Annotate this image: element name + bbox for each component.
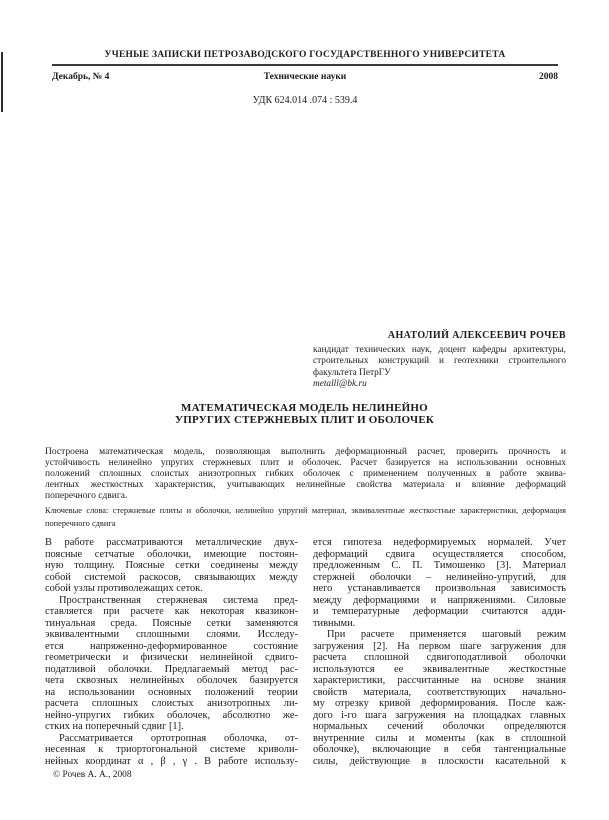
- section-name: Технические науки: [263, 72, 347, 82]
- text-line: стких на поперечный сдвиг [1].: [45, 721, 184, 732]
- text-line: свойств материала, соответствующих начально-: [313, 686, 566, 698]
- text-line: В работе рассматриваются металлические двух-: [45, 537, 298, 548]
- text-line: эквивалентными сплошными слоями. Исследу-: [45, 629, 298, 640]
- text-line: чета сквозных нелинейных оболочек базируется: [45, 675, 298, 686]
- keywords-text: [45, 504, 566, 530]
- udc-code: УДК 624.014 .074 : 539.4: [252, 95, 358, 106]
- text-line: Построена математическая модель, позволяющая выполнить деформационный расчет, проверить прочность и: [45, 447, 566, 457]
- text-line: ную толщину. Поясные сетки соединены между: [45, 560, 298, 571]
- body-column-left: [45, 537, 298, 767]
- text-line: кандидат технических наук, доцент кафедры архитектуры,: [313, 345, 566, 355]
- text-line: геометрически и физически нелинейной сдвиго-: [45, 652, 298, 663]
- copyright-notice: © Рочев А. А., 2008: [53, 770, 132, 780]
- text-line: характеристики, рассчитанные на основе знания: [313, 675, 566, 686]
- journal-title: УЧЕНЫЕ ЗАПИСКИ ПЕТРОЗАВОДСКОГО ГОСУДАРСТВЕННОГО УНИВЕРСИТЕТА: [104, 50, 506, 60]
- text-line: деформаций сдвига осуществляется способом,: [313, 548, 566, 560]
- text-line: нормальных сечений оболочки определяются: [313, 721, 566, 732]
- text-line: податливой оболочки. Предлагаемый метод рас-: [45, 663, 298, 675]
- text-line: поясные сетчатые оболочки, имеющие постоян-: [45, 548, 298, 560]
- text-line: Пространственная стержневая система пред-: [59, 594, 298, 606]
- text-line: ставляется при расчете как некоторая квазикон-: [45, 606, 298, 617]
- author-name: АНАТОЛИЙ АЛЕКСЕЕВИЧ РОЧЕВ: [387, 330, 566, 341]
- abstract-text: [45, 447, 566, 502]
- text-line: внутренние силы и моменты (как в сплошной: [313, 732, 566, 744]
- text-line: нейно-упругих гибких оболочек, абсолютно же-: [45, 709, 298, 721]
- text-line: стержней оболочки – нелинейно-упругий, для: [313, 571, 566, 583]
- issue-year: 2008: [539, 72, 559, 82]
- text-line: тивными.: [313, 617, 356, 629]
- text-line: расчета сплошной сдвигоподатливой оболочки: [313, 652, 566, 663]
- text-line: лентных жесткостных характеристик, учитывающих нелинейные свойства материала и влияние деформаций: [45, 480, 566, 490]
- text-line: загружения [2]. На первом шаге загружения для: [313, 640, 566, 652]
- text-line: Ключевые слова: стержневые плиты и оболочки, нелинейно упругий материал, эквивалентные жесткостные характеристики, деформация: [45, 506, 566, 515]
- text-line: на использовании основных положений теории: [45, 686, 298, 698]
- text-line: расчета сплошных слоистых анизотропных ли-: [45, 698, 298, 709]
- text-line: оболочке), включающие в себя тангенциальные: [313, 744, 566, 755]
- text-line: поперечного сдвига.: [45, 491, 128, 501]
- text-line: поперечного сдвига: [45, 519, 116, 528]
- text-line: факультета ПетрГУ: [313, 367, 391, 378]
- text-line: него устанавливается произвольная зависимость: [313, 583, 566, 594]
- author-email: metalll@bk.ru: [313, 378, 367, 389]
- text-line: положений сплошных слоистых анизотропных гибких оболочек с применением полученных в работе эквива-: [45, 469, 566, 479]
- issue-row: [52, 72, 558, 83]
- text-line: строительных конструкций и геотехники строительного: [313, 356, 566, 367]
- text-line: между деформациями и напряжениями. Силовые: [313, 594, 566, 606]
- text-line: устойчивость нелинейно упругих стержневых плит и оболочек. Расчет базируется на использовании основных: [45, 458, 566, 468]
- body-column-right: [313, 537, 566, 767]
- text-line: дого i-го шага загружения на площадках главных: [313, 709, 566, 721]
- text-line: При расчете применяется шаговый режим: [327, 629, 566, 640]
- text-line: собой узлы противолежащих сеток.: [45, 583, 203, 594]
- scan-edge-artifact: [1, 52, 3, 112]
- text-line: МАТЕМАТИЧЕСКАЯ МОДЕЛЬ НЕЛИНЕЙНО: [181, 402, 428, 414]
- text-line: Рассматривается ортотропная оболочка, от-: [59, 732, 298, 744]
- text-line: ется гипотеза недеформируемых нормалей. Учет: [313, 537, 566, 548]
- author-block: [313, 330, 566, 390]
- text-line: используются ее эквивалентные жесткостные: [313, 663, 566, 675]
- text-line: му отрезку кривой деформирования. После каж-: [313, 698, 566, 709]
- text-line: УПРУГИХ СТЕРЖНЕВЫХ ПЛИТ И ОБОЛОЧЕК: [174, 414, 435, 426]
- issue-date: Декабрь, № 4: [52, 72, 110, 82]
- text-line: тинуальная среда. Поясные сетки заменяются: [45, 617, 298, 629]
- article-title: [0, 402, 609, 426]
- text-line: нейных координат α , β , γ . В работе использу-: [45, 755, 298, 767]
- text-line: ется напряженно-деформированное состояние: [45, 640, 298, 652]
- header-rule: [52, 64, 558, 66]
- text-line: и температурные деформации считаются адди-: [313, 606, 566, 617]
- text-line: собой системой раскосов, связывающих между: [45, 571, 298, 583]
- text-line: силы, действующие в плоскости касательной к: [313, 755, 566, 767]
- author-affiliation: [313, 345, 566, 379]
- text-line: несенная к триортогональной системе криволи-: [45, 744, 298, 755]
- text-line: предложенным С. П. Тимошенко [3]. Материал: [313, 560, 566, 571]
- journal-header: [52, 50, 558, 106]
